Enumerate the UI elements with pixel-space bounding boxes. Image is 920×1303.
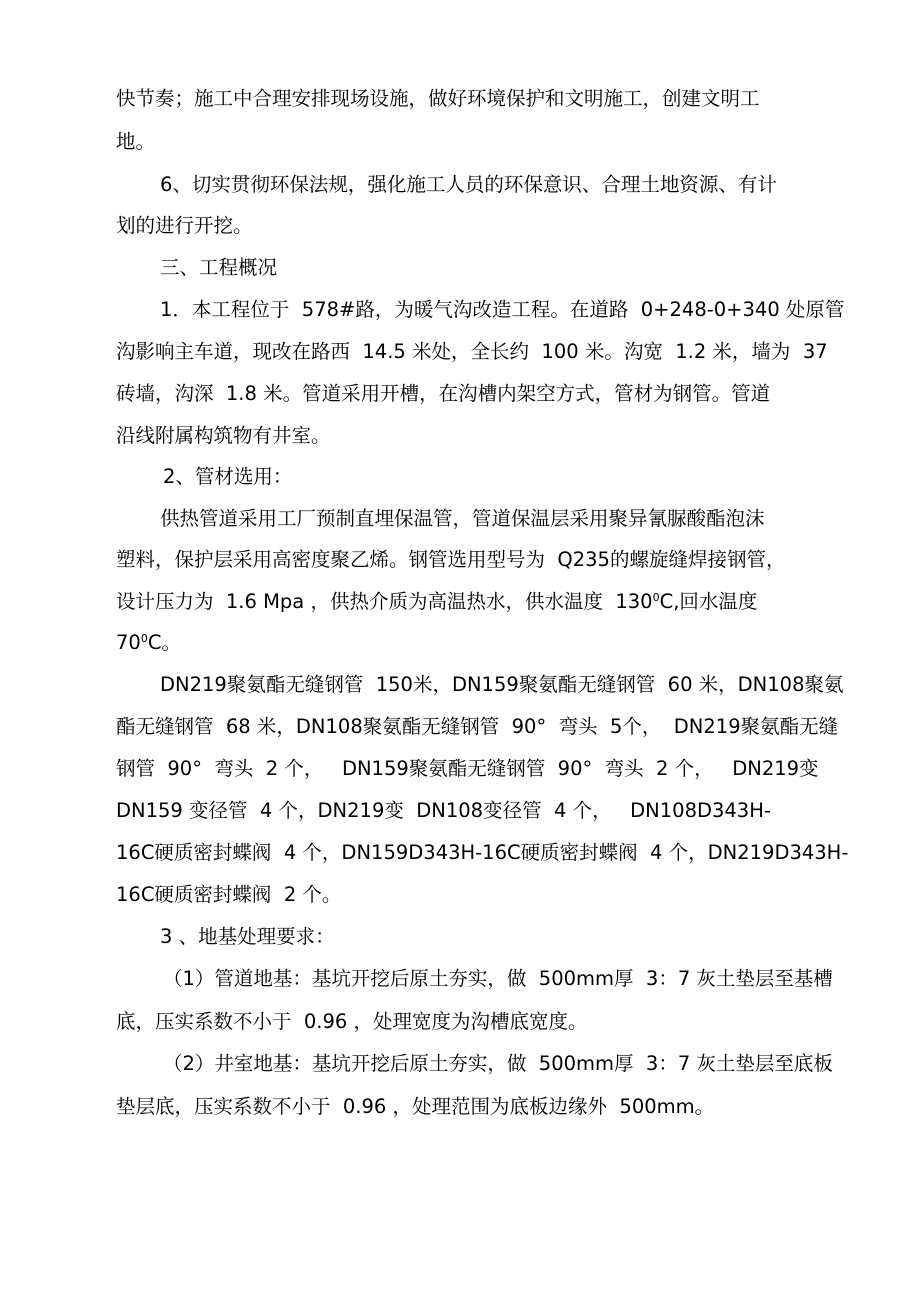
text-segment: 设计压力为 1.6 Mpa ，供热介质为高温热水，供水温度 130 bbox=[116, 590, 653, 613]
text-line: 地。 bbox=[116, 130, 156, 153]
text-line bbox=[116, 589, 757, 615]
text-line: 垫层底，压实系数不小于 0.96 ，处理范围为底板边缘外 500mm。 bbox=[116, 1095, 715, 1118]
superscript: 0 bbox=[140, 632, 148, 645]
text-line: 底，压实系数不小于 0.96 ，处理宽度为沟槽底宽度。 bbox=[116, 1010, 588, 1033]
superscript: 0 bbox=[652, 591, 660, 604]
text-line: 划的进行开挖。 bbox=[116, 214, 253, 237]
text-segment: C。 bbox=[147, 631, 181, 654]
text-line: 钢管 90° 弯头 2 个， DN159聚氨酯无缝钢管 90° 弯头 2 个， DN219变 bbox=[116, 757, 819, 780]
text-line: 沿线附属构筑物有井室。 bbox=[116, 424, 331, 447]
text-line: 6、切实贯彻环保法规，强化施工人员的环保意识、合理土地资源、有计 bbox=[160, 173, 777, 196]
text-line: 酯无缝钢管 68 米，DN108聚氨酯无缝钢管 90° 弯头 5个， DN219聚氨酯无缝 bbox=[116, 715, 839, 738]
section-heading: 三、工程概况 bbox=[160, 256, 278, 279]
text-line: 沟影响主车道，现改在路西 14.5 米处，全长约 100 米。沟宽 1.2 米，墙为 37 bbox=[116, 340, 828, 363]
text-segment: 70 bbox=[116, 631, 141, 654]
text-line: 塑料，保护层采用高密度聚乙烯。钢管选用型号为 Q235的螺旋缝焊接钢管， bbox=[116, 548, 786, 571]
text-line bbox=[116, 630, 181, 656]
text-line: 砖墙，沟深 1.8 米。管道采用开槽，在沟槽内架空方式，管材为钢管。管道 bbox=[116, 382, 771, 405]
text-line: 供热管道采用工厂预制直埋保温管，管道保温层采用聚异氰脲酸酯泡沫 bbox=[160, 507, 765, 530]
text-segment: C,回水温度 bbox=[659, 590, 758, 613]
text-line: DN159 变径管 4 个，DN219变 DN108变径管 4 个， DN108D343H- bbox=[116, 799, 771, 822]
text-line: 快节奏；施工中合理安排现场设施，做好环境保护和文明施工，创建文明工 bbox=[116, 87, 760, 110]
text-line: 1．本工程位于 578#路，为暖气沟改造工程。在道路 0+248-0+340 处原管 bbox=[160, 298, 845, 321]
subsection-heading: 2、管材选用： bbox=[163, 465, 293, 488]
text-line: （2）井室地基：基坑开挖后原土夯实，做 500mm厚 3：7 灰土垫层至底板 bbox=[163, 1052, 833, 1075]
subsection-heading: 3 、地基处理要求： bbox=[160, 925, 335, 948]
text-line: （1）管道地基：基坑开挖后原土夯实，做 500mm厚 3：7 灰土垫层至基槽 bbox=[163, 967, 833, 990]
text-line: 16C硬质密封蝶阀 4 个，DN159D343H-16C硬质密封蝶阀 4 个，DN219D343H- bbox=[116, 841, 849, 864]
text-line: DN219聚氨酯无缝钢管 150米，DN159聚氨酯无缝钢管 60 米，DN108聚氨 bbox=[160, 673, 844, 696]
text-line: 16C硬质密封蝶阀 2 个。 bbox=[116, 883, 342, 906]
